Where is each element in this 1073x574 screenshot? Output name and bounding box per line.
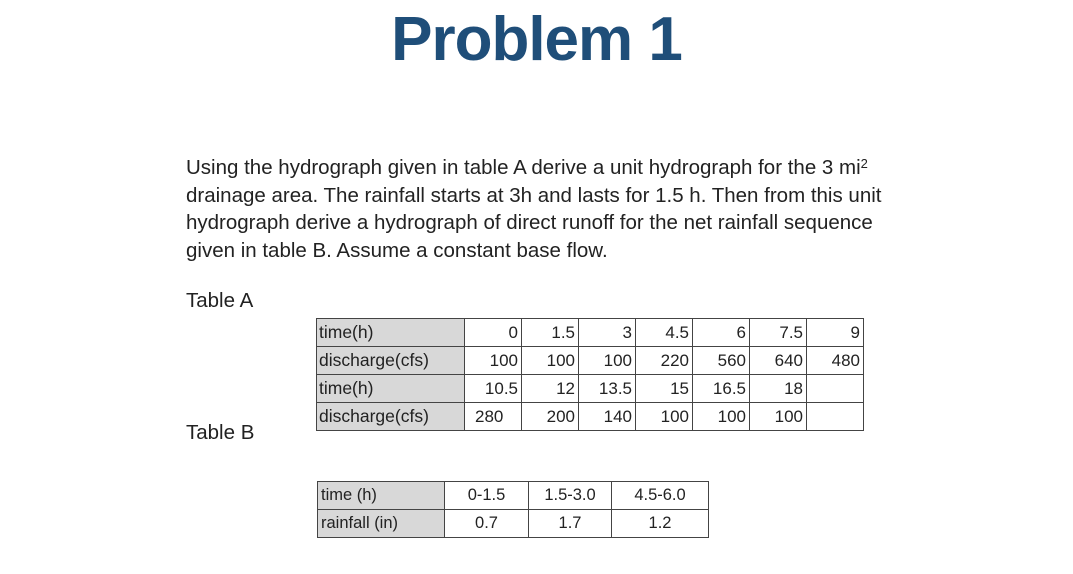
table-cell: 640 bbox=[750, 347, 807, 375]
table-cell: 220 bbox=[636, 347, 693, 375]
table-cell: 6 bbox=[693, 319, 750, 347]
row-header: time (h) bbox=[318, 482, 445, 510]
row-header: discharge(cfs) bbox=[317, 403, 465, 431]
row-header: discharge(cfs) bbox=[317, 347, 465, 375]
statement-text-2: drainage area. The rainfall starts at 3h and lasts for 1.5 h. Then from this unit hydrograph derive a hydrograph of direct runoff for the net rainfall sequence given in table B. Assume a constant base flow. bbox=[186, 183, 882, 262]
table-cell: 100 bbox=[693, 403, 750, 431]
table-cell: 0-1.5 bbox=[445, 482, 529, 510]
table-cell: 10.5 bbox=[465, 375, 522, 403]
table-cell: 100 bbox=[522, 347, 579, 375]
page-title: Problem 1 bbox=[391, 5, 682, 74]
table-cell: 1.2 bbox=[612, 510, 709, 538]
table-cell bbox=[807, 403, 864, 431]
table-cell: 18 bbox=[750, 375, 807, 403]
table-cell: 13.5 bbox=[579, 375, 636, 403]
table-row bbox=[317, 319, 864, 347]
table-a-label: Table A bbox=[186, 289, 254, 312]
table-cell: 1.5 bbox=[522, 319, 579, 347]
table-cell: 4.5-6.0 bbox=[612, 482, 709, 510]
table-cell: 100 bbox=[465, 347, 522, 375]
table-b bbox=[317, 481, 709, 538]
table-cell: 200 bbox=[522, 403, 579, 431]
problem-statement bbox=[186, 154, 906, 264]
table-cell: 480 bbox=[807, 347, 864, 375]
table-row bbox=[317, 347, 864, 375]
table-cell: 100 bbox=[579, 347, 636, 375]
table-row bbox=[318, 482, 709, 510]
table-cell: 0.7 bbox=[445, 510, 529, 538]
superscript-2: 2 bbox=[860, 156, 868, 171]
table-cell: 140 bbox=[579, 403, 636, 431]
table-cell: 560 bbox=[693, 347, 750, 375]
table-cell: 100 bbox=[636, 403, 693, 431]
table-row bbox=[317, 375, 864, 403]
table-cell: 7.5 bbox=[750, 319, 807, 347]
table-cell: 12 bbox=[522, 375, 579, 403]
table-cell: 4.5 bbox=[636, 319, 693, 347]
table-cell: 9 bbox=[807, 319, 864, 347]
row-header: time(h) bbox=[317, 375, 465, 403]
table-cell: 3 bbox=[579, 319, 636, 347]
table-cell: 15 bbox=[636, 375, 693, 403]
table-cell: 1.5-3.0 bbox=[529, 482, 612, 510]
table-b-label: Table B bbox=[186, 421, 255, 444]
table-cell: 100 bbox=[750, 403, 807, 431]
table-cell: 280 bbox=[465, 403, 522, 431]
table-row bbox=[317, 403, 864, 431]
table-cell: 1.7 bbox=[529, 510, 612, 538]
table-cell bbox=[807, 375, 864, 403]
table-a bbox=[316, 318, 864, 431]
table-cell: 0 bbox=[465, 319, 522, 347]
table-row bbox=[318, 510, 709, 538]
table-cell: 16.5 bbox=[693, 375, 750, 403]
row-header: rainfall (in) bbox=[318, 510, 445, 538]
row-header: time(h) bbox=[317, 319, 465, 347]
statement-text-1: Using the hydrograph given in table A derive a unit hydrograph for the 3 mi bbox=[186, 156, 861, 179]
